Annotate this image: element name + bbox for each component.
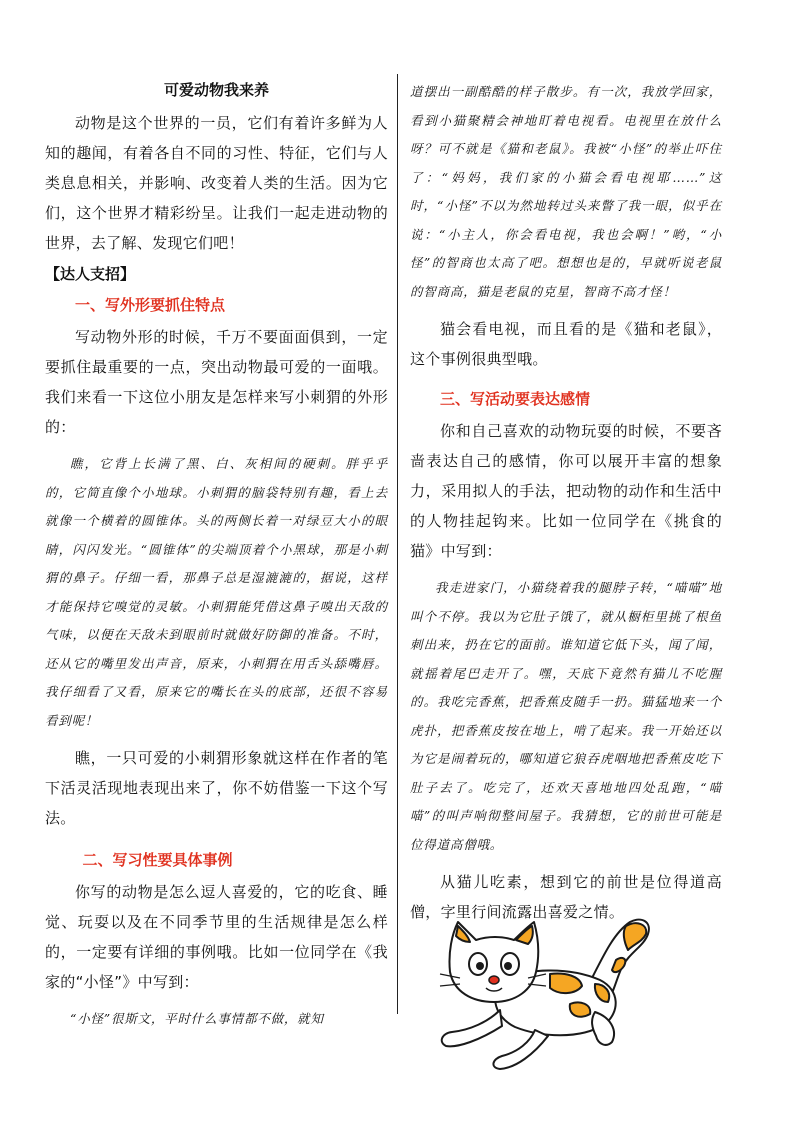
- section3-paragraph: 你和自己喜欢的动物玩耍的时候，不要吝啬表达自己的感情，你可以展开丰富的想象力，采用拟人的手法，把动物的动作和生活中的人物挂起钩来。比如一位同学在《挑食的猫》中写到：: [410, 422, 722, 560]
- section3-heading: 三、写活动要表达感情: [440, 390, 591, 408]
- section2-heading: 二、写习性要具体事例: [82, 851, 233, 869]
- section1-after: 瞧，一只可爱的小刺猬形象就这样在作者的笔下活灵活现地表现出来了，你不妨借鉴一下这个写法。: [45, 749, 388, 827]
- section3-quote: 我走进家门，小猫绕着我的腿脖子转，“喵喵”地叫个不停。我以为它肚子饿了，就从橱柜里挑了根鱼刺出来，扔在它的面前。谁知道它低下头，闻了闻，就摇着尾巴走开了。嘿，天底下竟然有猫儿不吃腥的。我吃完香蕉，把香蕉皮随手一扔。猫猛地来一个虎扑，把香蕉皮按在地上，啃了起来。我一开始还以为它是闹着玩的，哪知道它狼吞虎咽地把香蕉皮吃下肚子去了。吃完了，还欢天喜地地四处乱跑，“喵喵”的叫声响彻整间屋子。我猜想，它的前世可能是位得道高僧哦。: [410, 580, 722, 852]
- section1-heading: 一、写外形要抓住特点: [75, 296, 226, 314]
- section1-quote: 瞧，它背上长满了黑、白、灰相间的硬刺。胖乎乎的，它简直像个小地球。小刺猬的脑袋特别有趣，看上去就像一个横着的圆锥体。头的两侧长着一对绿豆大小的眼睛，闪闪发光。“圆锥体”的尖端顶着个小黑球，那是小刺猬的鼻子。仔细一看，那鼻子总是湿漉漉的，据说，这样才能保持它嗅觉的灵敏。小刺猬能凭借这鼻子嗅出天敌的气味，以便在天敌未到眼前时就做好防御的准备。不时，还从它的嘴里发出声音，原来，小刺猬在用舌头舔嘴唇。我仔细看了又看，原来它的嘴长在头的底部，还很不容易看到呢！: [45, 456, 388, 728]
- column-divider: [397, 74, 398, 1014]
- tips-label: 【达人支招】: [45, 265, 136, 283]
- section1-paragraph: 写动物外形的时候，千万不要面面俱到，一定要抓住最重要的一点，突出动物最可爱的一面哦。我们来看一下这位小朋友是怎样来写小刺猬的外形的：: [45, 328, 388, 436]
- page-title: 可爱动物我来养: [163, 81, 269, 99]
- cat-drawing: [430, 912, 660, 1072]
- section2-quote-continued: 道摆出一副酷酷的样子散步。有一次，我放学回家，看到小猫聚精会神地盯着电视看。电视里在放什么呀？可不就是《猫和老鼠》。我被“小怪”的举止吓住了：“妈妈，我们家的小猫会看电视耶……”这时，“小怪”不以为然地转过头来瞥了我一眼，似乎在说：“小主人，你会看电视，我也会啊！”哟，“小怪”的智商也太高了吧。想想也是的，早就听说老鼠的智商高，猫是老鼠的克星，智商不高才怪！: [410, 84, 722, 299]
- section2-quote-start: “小怪”很斯文，平时什么事情都不做，就知: [70, 1011, 324, 1026]
- right-column: [410, 72, 722, 927]
- section2-after: 猫会看电视，而且看的是《猫和老鼠》，这个事例很典型哦。: [410, 320, 722, 368]
- left-column: [45, 72, 388, 1034]
- section2-paragraph: 你写的动物是怎么逗人喜爱的，它的吃食、睡觉、玩耍以及在不同季节里的生活规律是怎么样的，一定要有详细的事例哦。比如一位同学在《我家的“小怪”》中写到：: [45, 883, 388, 991]
- cat-illustration: [430, 912, 660, 1072]
- intro-paragraph: 动物是这个世界的一员，它们有着许多鲜为人知的趣闻，有着各自不同的习性、特征，它们与人类息息相关，并影响、改变着人类的生活。因为它们，这个世界才精彩纷呈。让我们一起走进动物的世界，去了解、发现它们吧！: [45, 114, 388, 252]
- section3-after: 从猫儿吃素，想到它的前世是位得道高僧，字里行间流露出喜爱之情。: [410, 873, 722, 921]
